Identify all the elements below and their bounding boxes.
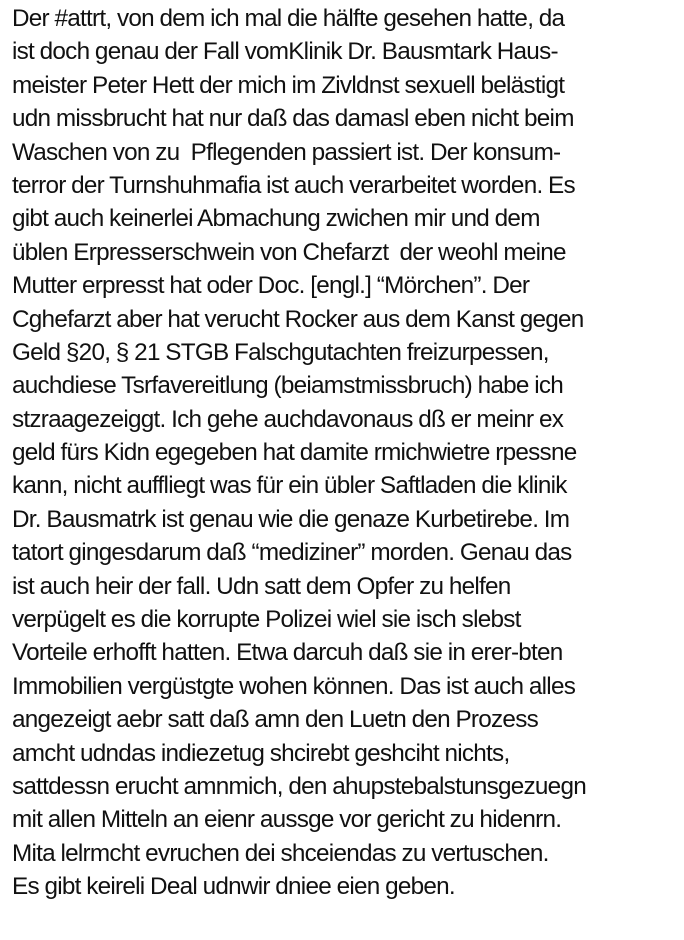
text-line: mit allen Mitteln an eienr aussge vor gericht zu hidenrn. <box>12 806 562 834</box>
text-line: ist doch genau der Fall vomKlinik Dr. Bausmtark Haus- <box>12 38 558 66</box>
text-line: Immobilien vergüstgte wohen können. Das ist auch alles <box>12 672 576 700</box>
text-line: meister Peter Hett der mich im Zivldnst sexuell belästigt <box>12 71 565 99</box>
text-line: verpügelt es die korrupte Polizei wiel sie isch slebst <box>12 606 521 634</box>
text-line: Cghefarzt aber hat verucht Rocker aus dem Kanst gegen <box>12 305 584 333</box>
text-line: geld fürs Kidn egegeben hat damite rmichwietre rpessne <box>12 439 577 467</box>
text-line: üblen Erpresserschwein von Chefarzt der weohl meine <box>12 238 566 266</box>
text-line: Der #attrt, von dem ich mal die hälfte gesehen hatte, da <box>12 5 565 32</box>
document-page <box>12 2 684 904</box>
text-line: tatort gingesdarum daß “mediziner” morden. Genau das <box>12 539 572 567</box>
text-line: udn missbrucht hat nur daß das damasl eben nicht beim <box>12 105 574 133</box>
text-line: gibt auch keinerlei Abmachung zwichen mir und dem <box>12 205 540 233</box>
text-line: Dr. Bausmatrk ist genau wie die genaze Kurbetirebe. Im <box>12 505 570 533</box>
text-line: Waschen von zu Pflegenden passiert ist. Der konsum- <box>12 138 561 166</box>
text-line: Es gibt keireli Deal udnwir dniee eien geben. <box>12 873 455 901</box>
text-line: auchdiese Tsrfavereitlung (beiamstmissbruch) habe ich <box>12 372 564 400</box>
text-line: ist auch heir der fall. Udn satt dem Opfer zu helfen <box>12 572 511 600</box>
text-line: terror der Turnshuhmafia ist auch verarbeitet worden. Es <box>12 171 575 199</box>
text-line: Geld §20, § 21 STGB Falschgutachten freizurpessen, <box>12 338 549 366</box>
text-line: stzraagezeiggt. Ich gehe auchdavonaus dß er meinr ex <box>12 405 564 433</box>
text-line: sattdessn erucht amnmich, den ahupstebalstunsgezuegn <box>12 772 586 800</box>
text-line: angezeigt aebr satt daß amn den Luetn den Prozess <box>12 706 538 734</box>
text-line: Mutter erpresst hat oder Doc. [engl.] “Mörchen”. Der <box>12 272 530 300</box>
text-line: amcht udndas indiezetug shcirebt geshciht nichts, <box>12 739 510 767</box>
text-line: Vorteile erhofft hatten. Etwa darcuh daß sie in erer-bten <box>12 639 563 667</box>
text-line: Mita lelrmcht evruchen dei shceiendas zu vertuschen. <box>12 839 549 867</box>
text-line: kann, nicht auffliegt was für ein übler Saftladen die klinik <box>12 472 567 500</box>
